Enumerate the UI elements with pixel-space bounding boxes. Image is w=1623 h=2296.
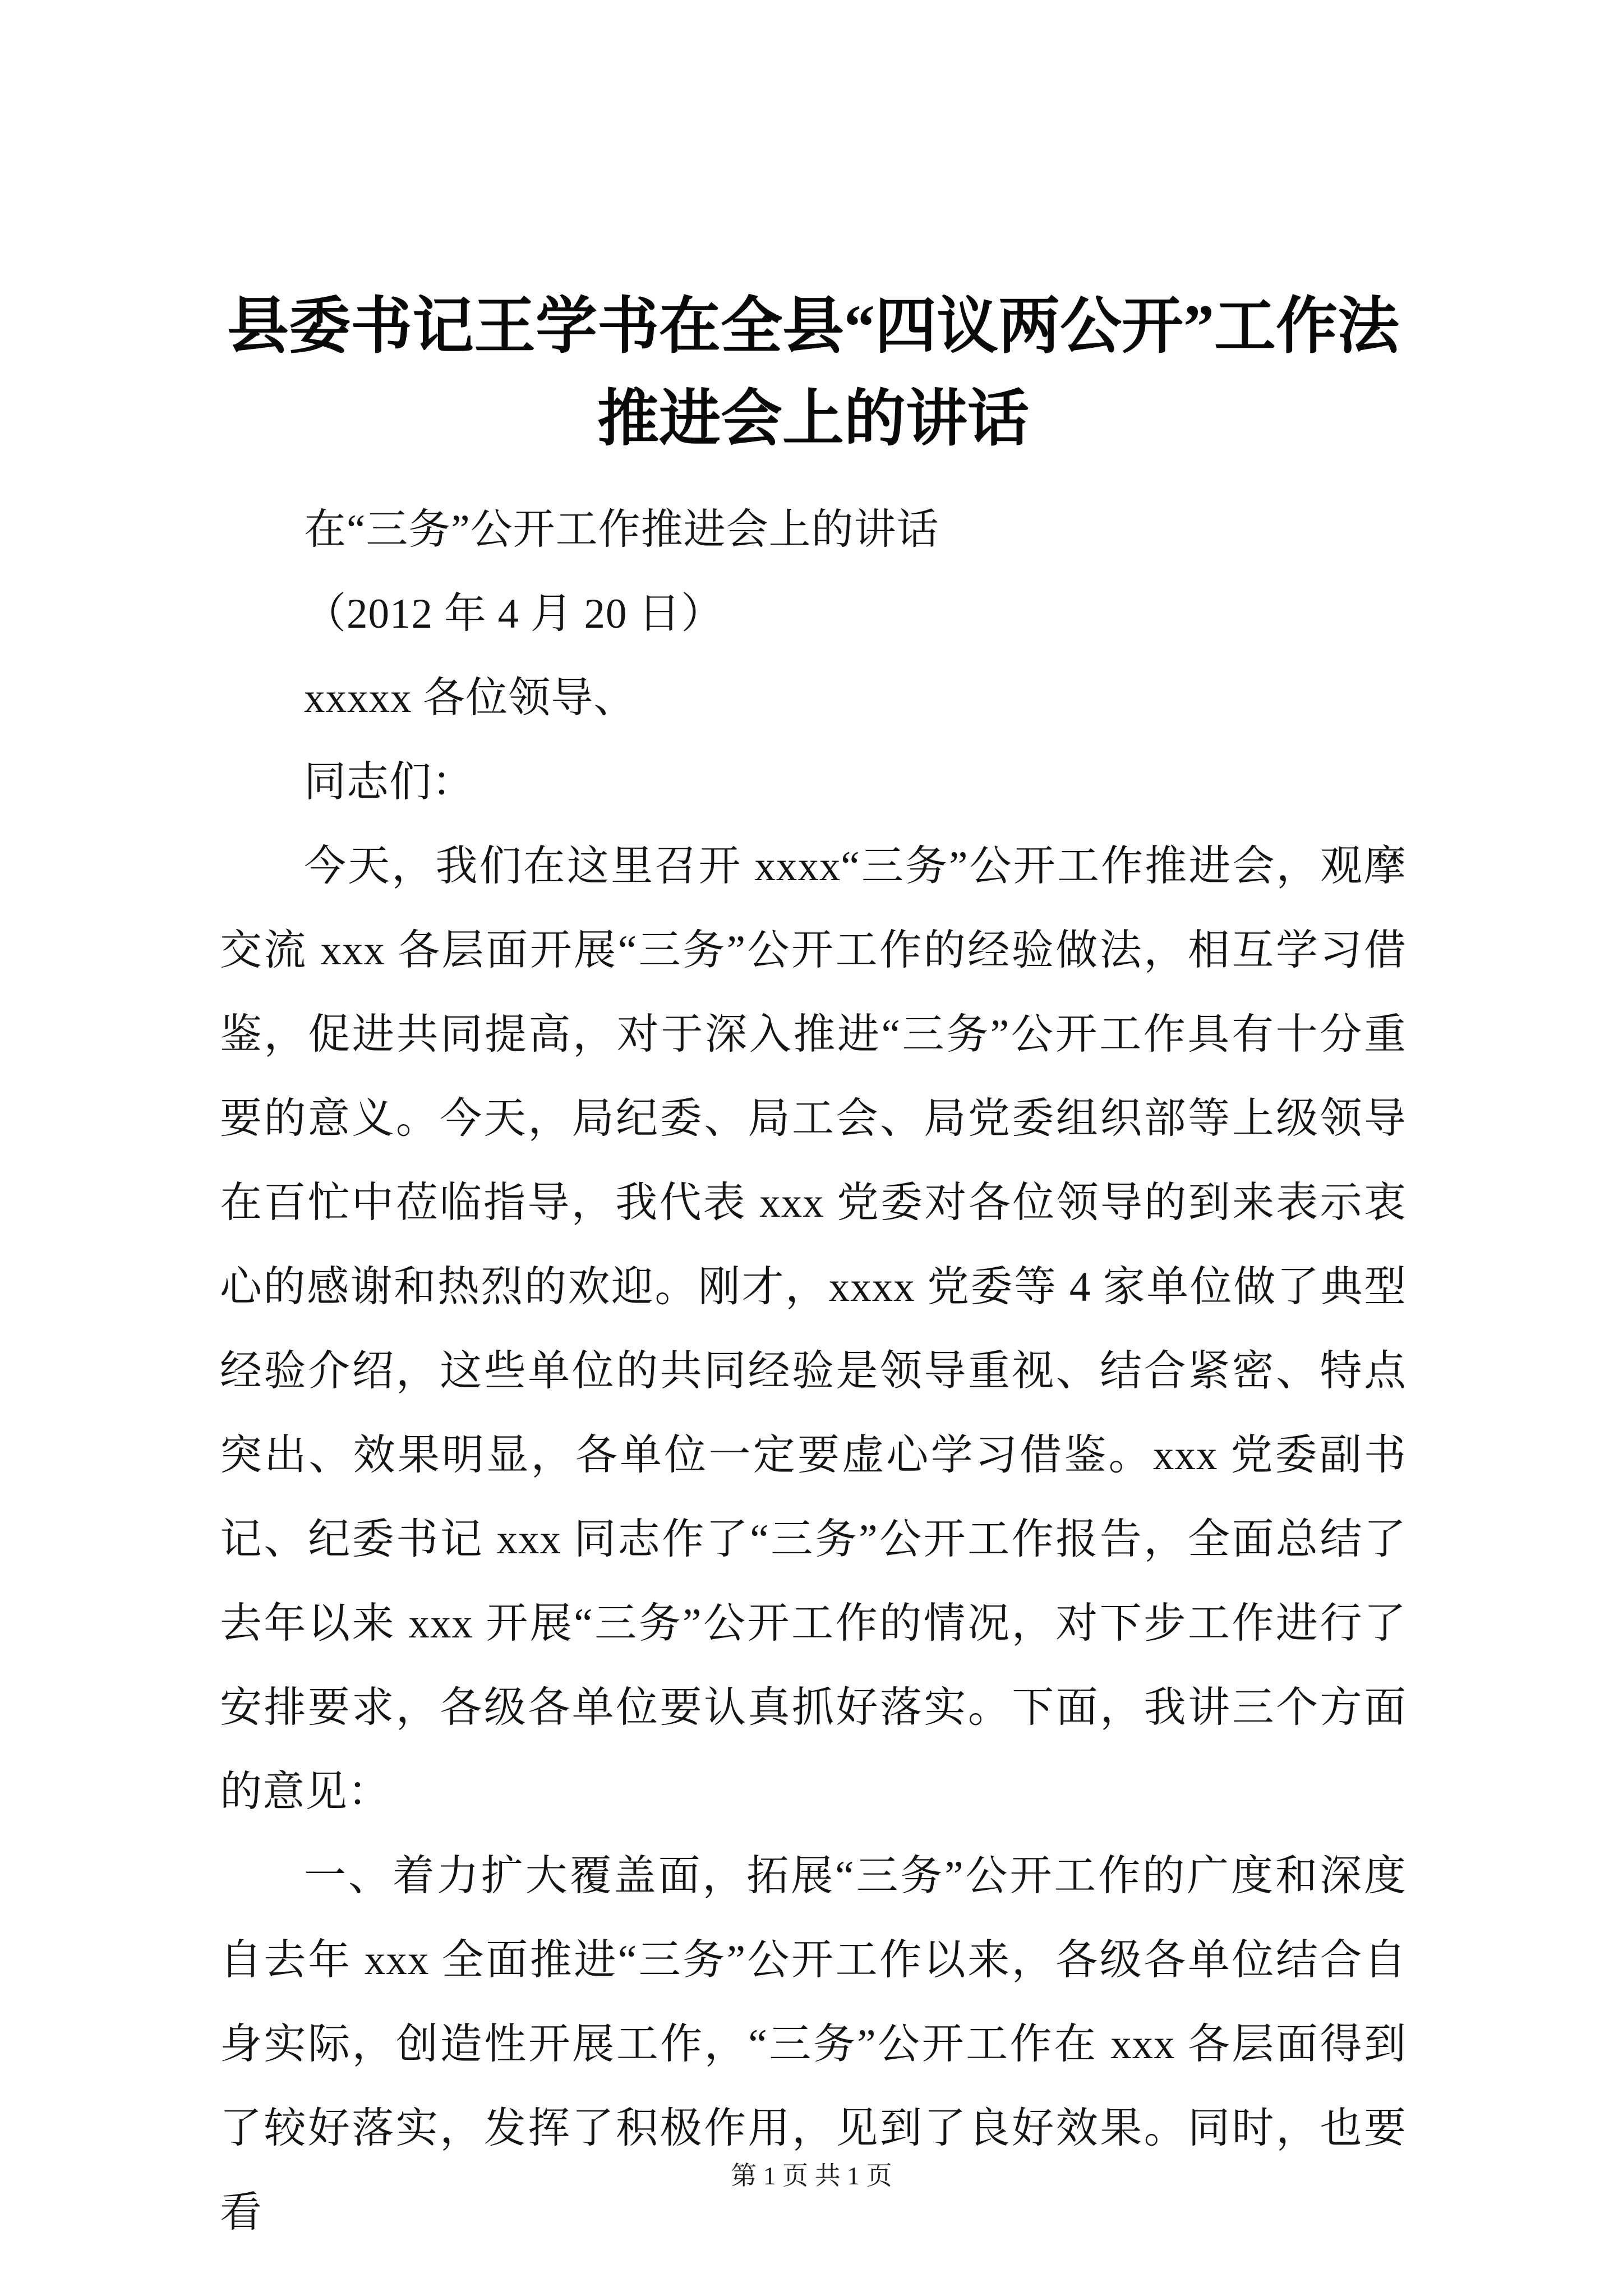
document-title: 县委书记王学书在全县“四议两公开”工作法推进会上的讲话 bbox=[227, 292, 1399, 453]
paragraph-section-one: 一、着力扩大覆盖面，拓展“三务”公开工作的广度和深度自去年 xxx 全面推进“三务”公开工作以来，各级各单位结合自身实际，创造性开展工作，“三务”公开工作在 xxx 各层面得到了较好落实，发挥了积极作用，见到了良好效果。同时，也要看 bbox=[220, 1853, 1407, 2236]
paragraph-salutation-leaders: xxxxx 各位领导、 bbox=[304, 675, 637, 721]
paragraph-salutation-comrades: 同志们： bbox=[304, 759, 475, 806]
paragraph-subtitle: 在“三务”公开工作推进会上的讲话 bbox=[304, 507, 939, 553]
paragraph-date: （2012 年 4 月 20 日） bbox=[304, 591, 724, 637]
document-body bbox=[220, 488, 1407, 2255]
page-number-footer: 第 1 页 共 1 页 bbox=[731, 2161, 892, 2190]
paragraph-opening: 今天，我们在这里召开 xxxx“三务”公开工作推进会，观摩交流 xxx 各层面开展“三务”公开工作的经验做法，相互学习借鉴，促进共同提高，对于深入推进“三务”公开工作具有十分重要的意义。今天，局纪委、局工会、局党委组织部等上级领导在百忙中莅临指导，我代表 xxx 党委对各位领导的到来表示衷心的感谢和热烈的欢迎。刚才，xxxx 党委等 4 家单位做了典型经验介绍，这些单位的共同经验是领导重视、结合紧密、特点突出、效果明显，各单位一定要虚心学习借鉴。xxx 党委副书记、纪委书记 xxx 同志作了“三务”公开工作报告，全面总结了去年以来 xxx 开展“三务”公开工作的情况，对下步工作进行了安排要求，各级各单位要认真抓好落实。下面，我讲三个方面的意见： bbox=[220, 843, 1407, 1815]
